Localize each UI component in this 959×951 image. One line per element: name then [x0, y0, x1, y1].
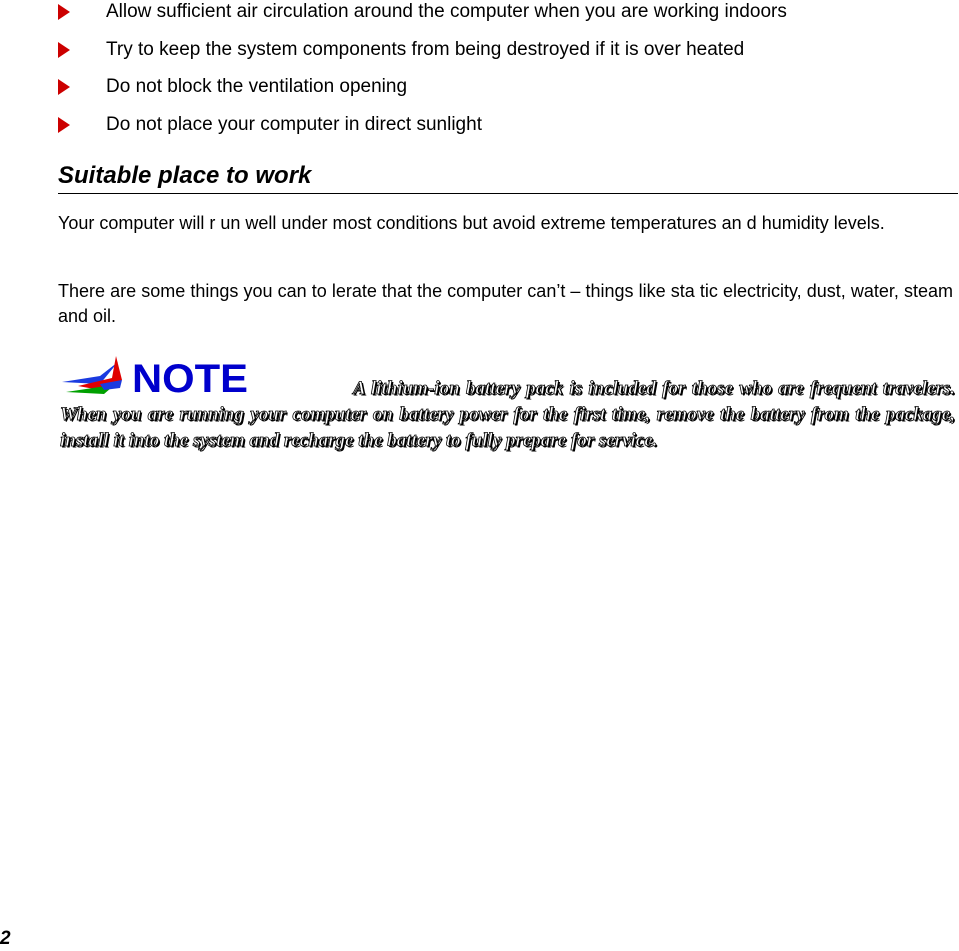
- note-logo-icon: [60, 354, 298, 398]
- note-logo-text: NOTE: [132, 357, 248, 398]
- list-item: [58, 0, 938, 38]
- bullet-text: Allow sufficient air circulation around the computer when you are working indoors: [106, 1, 787, 22]
- bullet-text: Try to keep the system components from being destroyed if it is over heated: [106, 38, 745, 60]
- bullet-text: Do not block the ventilation opening: [106, 76, 408, 97]
- arrow-right-icon: [58, 117, 70, 133]
- list-item: [58, 75, 938, 113]
- bullet-list: [58, 0, 938, 150]
- arrow-right-icon: [58, 79, 70, 95]
- section-heading: Suitable place to work: [58, 161, 958, 194]
- paragraph-tolerate: There are some things you can to lerate that the computer can’t – things like sta tic electricity, dust, water, steam and oil.: [58, 281, 953, 326]
- arrow-right-icon: [58, 4, 70, 20]
- arrow-right-icon: [58, 42, 70, 58]
- list-item: [58, 38, 938, 76]
- list-item: [58, 113, 938, 151]
- note-box: [60, 354, 955, 454]
- note-text: A lithium-ion battery pack is included for those who are frequent travelers. When you are running your computer on battery power for the first time, remove the battery from the package, install it into the system and recharge the battery to fully prepare for service.: [60, 378, 955, 451]
- bullet-text: Do not place your computer in direct sunlight: [106, 113, 482, 135]
- paragraph-humidity: Your computer will r un well under most conditions but avoid extreme temperatures an d humidity levels.: [58, 213, 885, 233]
- page-number: 2: [0, 928, 11, 949]
